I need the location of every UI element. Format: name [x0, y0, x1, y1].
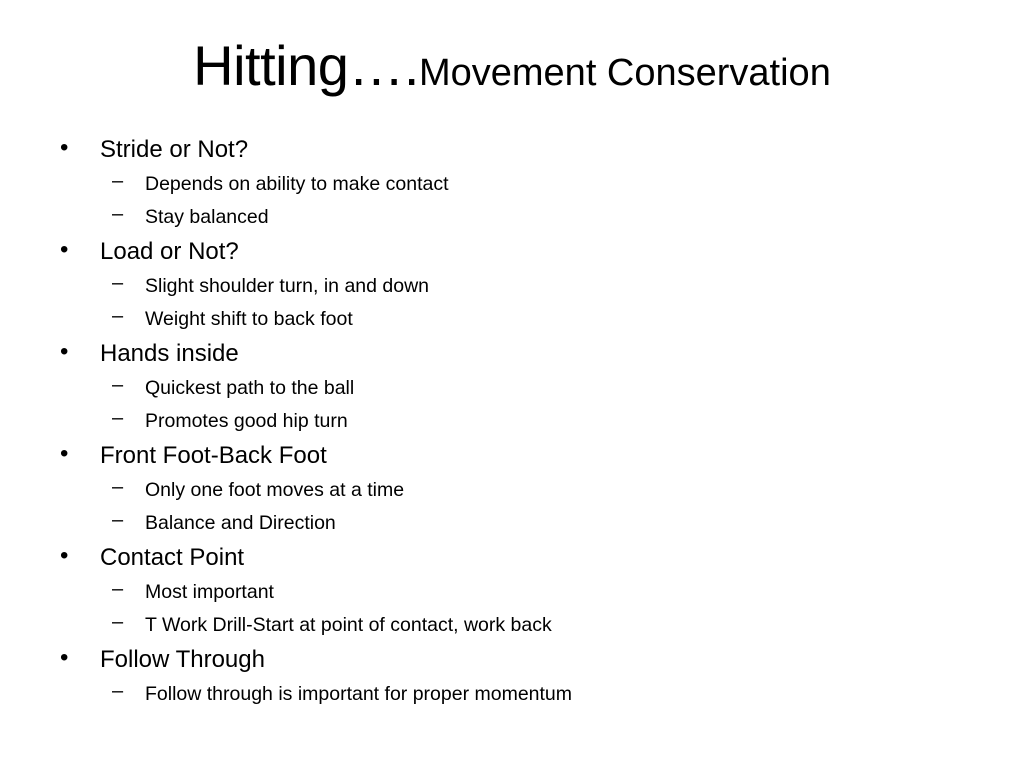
bullet-item [60, 440, 980, 546]
sub-bullet-text: Follow through is important for proper momentum [145, 683, 573, 705]
sub-bullet-text: Weight shift to back foot [145, 308, 353, 330]
sub-bullet-text: Balance and Direction [145, 512, 336, 534]
sub-bullet-item [112, 170, 980, 207]
title-main: Hitting…. [193, 34, 419, 97]
sub-bullet-text: Only one foot moves at a time [145, 479, 405, 501]
title-subtitle: Movement Conservation [418, 52, 831, 94]
sub-bullet-list [60, 272, 980, 342]
sub-bullet-item [112, 680, 980, 717]
bullet-dot-icon: • [60, 338, 69, 365]
dash-icon: – [112, 680, 124, 702]
sub-bullet-item [112, 611, 980, 648]
dash-icon: – [112, 374, 124, 396]
sub-bullet-list [60, 170, 980, 240]
bullet-dot-icon: • [60, 236, 69, 263]
sub-bullet-list [60, 680, 980, 717]
sub-bullet-list [60, 578, 980, 648]
sub-bullet-text: Slight shoulder turn, in and down [145, 275, 430, 297]
bullet-item [60, 134, 980, 240]
sub-bullet-list [60, 476, 980, 546]
dash-icon: – [112, 407, 124, 429]
bullet-text: Follow Through [100, 646, 265, 673]
bullet-text: Stride or Not? [100, 136, 249, 163]
dash-icon: – [112, 305, 124, 327]
dash-icon: – [112, 203, 124, 225]
bullet-text: Contact Point [100, 544, 245, 571]
bullet-item [60, 338, 980, 444]
bullet-item [60, 236, 980, 342]
sub-bullet-list [60, 374, 980, 444]
sub-bullet-text: Promotes good hip turn [145, 410, 348, 432]
sub-bullet-text: T Work Drill-Start at point of contact, work back [145, 614, 552, 636]
sub-bullet-item [112, 476, 980, 513]
sub-bullet-item [112, 578, 980, 615]
sub-bullet-item [112, 272, 980, 309]
bullet-item [60, 542, 980, 648]
sub-bullet-text: Stay balanced [145, 206, 269, 228]
bullet-text: Load or Not? [100, 238, 239, 265]
bullet-dot-icon: • [60, 644, 69, 671]
sub-bullet-item [112, 374, 980, 411]
dash-icon: – [112, 272, 124, 294]
sub-bullet-item [112, 407, 980, 444]
dash-icon: – [112, 578, 124, 600]
dash-icon: – [112, 170, 124, 192]
bullet-dot-icon: • [60, 134, 69, 161]
slide-title [0, 34, 1024, 97]
bullet-text: Front Foot-Back Foot [100, 442, 327, 469]
sub-bullet-item [112, 305, 980, 342]
dash-icon: – [112, 476, 124, 498]
bullet-dot-icon: • [60, 440, 69, 467]
bullet-dot-icon: • [60, 542, 69, 569]
sub-bullet-text: Most important [145, 581, 274, 603]
sub-bullet-text: Quickest path to the ball [145, 377, 355, 399]
bullet-item [60, 644, 980, 717]
sub-bullet-item [112, 509, 980, 546]
bullet-text: Hands inside [100, 340, 239, 367]
sub-bullet-item [112, 203, 980, 240]
dash-icon: – [112, 611, 124, 633]
bullet-list [60, 134, 980, 717]
dash-icon: – [112, 509, 124, 531]
sub-bullet-text: Depends on ability to make contact [145, 173, 449, 195]
